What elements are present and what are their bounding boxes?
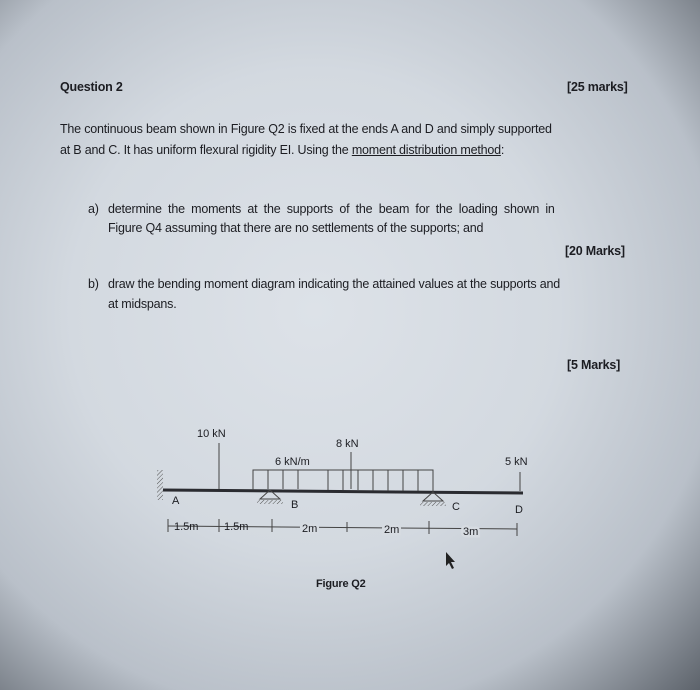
part-b-line-1: draw the bending moment diagram indicating the attained values at the supports and [108,277,560,291]
load-udl: 6 kN/m [275,456,310,468]
load-5kn: 5 kN [505,456,528,468]
label-b: B [291,499,299,511]
beam [163,490,523,493]
intro-suffix: : [500,143,505,157]
label-a: A [172,495,180,507]
load-10kn: 10 kN [197,428,226,440]
part-b-line-2: at midspans. [108,297,177,311]
intro-prefix: at B and C. It has uniform flexural rigidity EI. Using the [60,143,352,157]
ground-c [420,502,446,506]
load-8kn: 8 kN [336,438,359,450]
label-d: D [515,504,523,516]
part-a-label: a) [88,202,99,216]
udl [253,470,433,492]
label-c: C [452,501,460,513]
dim-1: 1.5m [174,521,199,533]
part-a-marks: [20 Marks] [565,244,625,258]
part-a-line-1: determine the moments at the supports of the beam for the loading shown in [108,202,555,216]
part-b-marks: [5 Marks] [567,358,621,372]
part-a-line-2: Figure Q4 assuming that there are no settlements of the supports; and [108,221,484,235]
fixed-support-a [157,470,163,500]
method-name: moment distribution method [351,143,501,157]
mouse-cursor-icon [446,552,455,569]
question-marks: [25 marks] [567,80,628,94]
dim-4: 2m [384,524,400,536]
dim-2: 1.5m [224,521,249,533]
question-title: Question 2 [60,80,123,94]
intro-line-1: The continuous beam shown in Figure Q2 is fixed at the ends A and D and simply supported [60,122,552,136]
ground-b [257,500,283,504]
figure-caption: Figure Q2 [316,578,366,590]
dim-5: 3m [463,526,479,538]
dim-3: 2m [302,523,318,535]
part-b-label: b) [88,277,99,291]
